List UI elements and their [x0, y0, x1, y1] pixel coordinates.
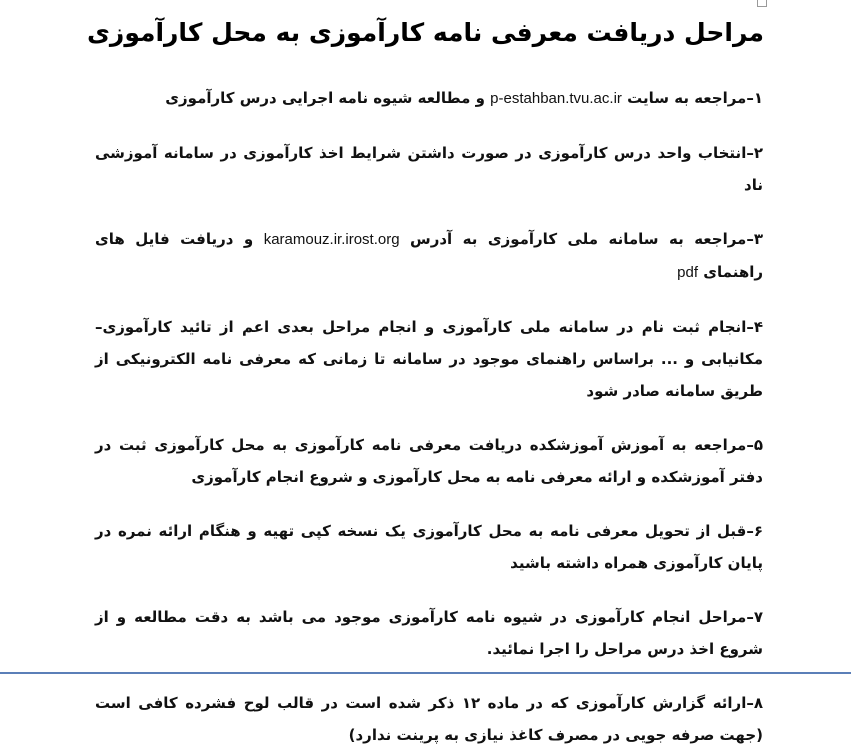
step-number: ۲– [746, 144, 763, 162]
step-number: ۱– [746, 89, 763, 107]
step-text: انتخاب واحد درس کارآموزی در صورت داشتن شرایط اخذ کارآموزی در سامانه آموزشی ناد [95, 144, 763, 194]
step-4 [95, 311, 763, 407]
step-8 [95, 687, 763, 751]
website-link[interactable]: p-estahban.tvu.ac.ir [490, 90, 622, 107]
page-corner-mark [757, 0, 767, 7]
step-text: انجام ثبت نام در سامانه ملی کارآموزی و انجام مراحل بعدی اعم از تائید کارآموزی–مکانیابی و ... براساس راهنمای موجود در سامانه تا زمانی که معرفی نامه الکترونیکی از طریق سامانه صادر شود [95, 318, 763, 400]
bottom-divider [0, 672, 851, 674]
step-text: مراحل انجام کارآموزی در شیوه نامه کارآموزی موجود می باشد به دقت مطالعه و از شروع اخذ درس مراحل را اجرا نمائید. [95, 608, 763, 658]
file-format-label: pdf [677, 264, 699, 281]
step-text-continued: و مطالعه شیوه نامه اجرایی درس کارآموزی [165, 89, 491, 107]
step-number: ۴– [746, 318, 763, 336]
step-3 [95, 223, 763, 289]
step-number: ۳– [746, 230, 763, 248]
step-number: ۵– [746, 436, 763, 454]
step-text: مراجعه به آموزش آموزشکده دریافت معرفی نامه کارآموزی به محل کارآموزی ثبت در دفتر آموزشکده و ارائه معرفی نامه به محل کارآموزی و شروع انجام کارآموزی [95, 436, 763, 486]
step-text: مراجعه به سایت [621, 89, 747, 107]
step-text: ارائه گزارش کارآموزی که در ماده ۱۲ ذکر شده است در قالب لوح فشرده کافی است (جهت صرفه جویی در مصرف کاغذ نیازی به پرینت ندارد) [95, 694, 763, 744]
step-text-continued: و دریافت فایل های راهنمای [95, 230, 763, 281]
step-text: مراجعه به سامانه ملی کارآموزی به آدرس [399, 230, 747, 248]
step-6 [95, 515, 763, 579]
step-7 [95, 601, 763, 665]
step-number: ۷– [746, 608, 763, 626]
steps-list [95, 82, 763, 751]
step-number: ۶– [746, 522, 763, 540]
step-text: قبل از تحویل معرفی نامه به محل کارآموزی یک نسخه کپی تهیه و هنگام ارائه نمره در پایان کارآموزی همراه داشته باشید [95, 522, 763, 572]
step-2 [95, 137, 763, 201]
page-title: مراحل دریافت معرفی نامه کارآموزی به محل کارآموزی [87, 18, 764, 47]
step-5 [95, 429, 763, 493]
step-1 [95, 82, 763, 115]
step-number: ۸– [746, 694, 763, 712]
system-address-link[interactable]: karamouz.ir.irost.org [263, 231, 400, 248]
